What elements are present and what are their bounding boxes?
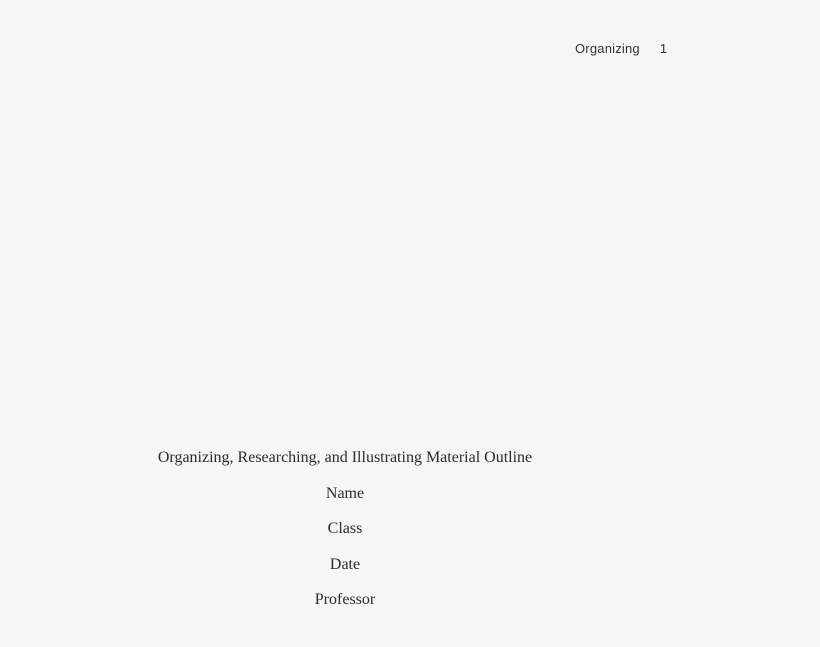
page-number: 1 (659, 41, 668, 56)
page-header (575, 41, 667, 56)
professor-line: Professor (314, 591, 376, 608)
document-title: Organizing, Researching, and Illustrating Material Outline (157, 449, 533, 466)
date-line: Date (329, 555, 361, 573)
title-block (0, 440, 690, 618)
name-line: Name (325, 484, 365, 502)
running-head-text: Organizing (575, 41, 640, 56)
class-line: Class (327, 520, 363, 537)
